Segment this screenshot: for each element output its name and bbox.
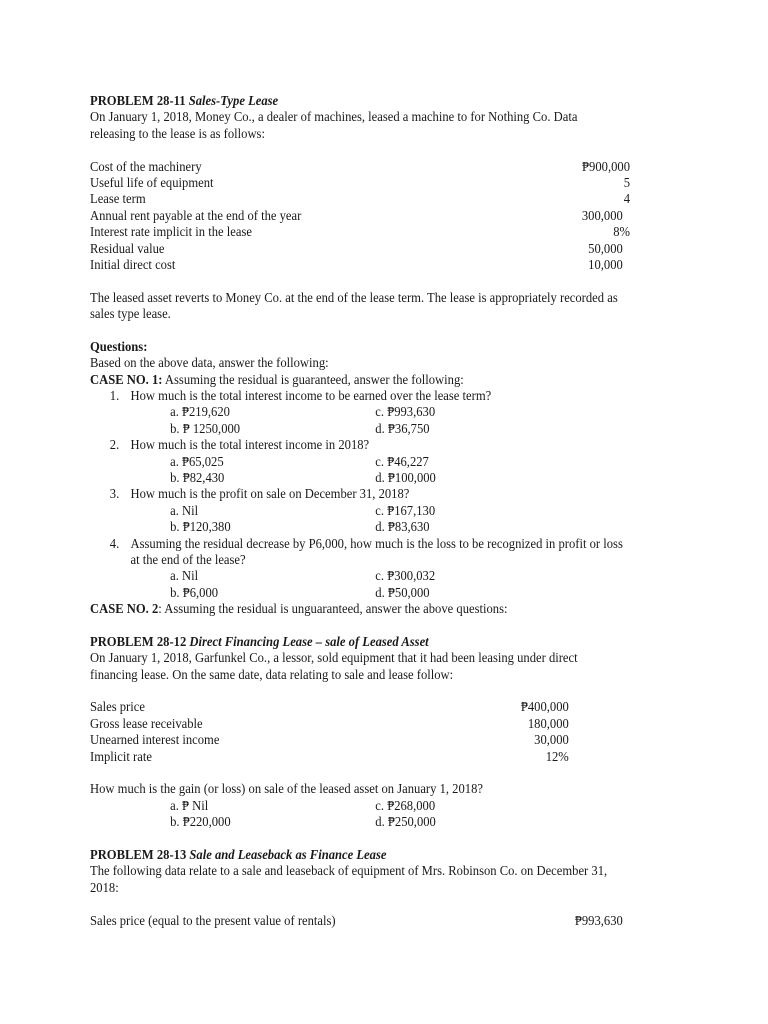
answer-options <box>90 799 612 815</box>
questions-intro: Based on the above data, answer the following: <box>90 356 329 372</box>
lease-data-table <box>90 159 630 275</box>
document-page <box>90 94 670 930</box>
option-c: c. ₱300,032 <box>375 569 436 585</box>
option-d: d. ₱50,000 <box>375 585 430 601</box>
question-item: 4. Assuming the residual decrease by P6,000, how much is the loss to be recognized in profit or loss <box>109 536 623 552</box>
option-d: d. ₱100,000 <box>375 470 436 486</box>
answer-options <box>90 569 612 585</box>
question-item: 1. How much is the total interest income to be earned over the lease term? <box>109 389 492 405</box>
problem-title: Direct Financing Lease – sale of Leased Asset <box>189 634 429 650</box>
data-row: Implicit rate 12% <box>90 749 569 765</box>
answer-options <box>90 405 612 421</box>
option-c: c. ₱993,630 <box>375 405 436 421</box>
option-c: c. ₱167,130 <box>375 503 436 519</box>
problem-number: PROBLEM 28-11 <box>90 94 186 109</box>
paragraph-line: financing lease. On the same date, data relating to sale and lease follow: <box>90 667 454 683</box>
option-d: d. ₱83,630 <box>375 520 430 536</box>
question-item: 3. How much is the profit on sale on December 31, 2018? <box>109 487 410 503</box>
paragraph-line: releasing to the lease is as follows: <box>90 126 265 142</box>
option-d: d. ₱250,000 <box>375 815 436 831</box>
data-row: Useful life of equipment 5 <box>90 175 630 191</box>
case-1-heading: CASE NO. 1: Assuming the residual is guaranteed, answer the following: <box>90 372 464 388</box>
answer-options <box>90 471 612 487</box>
paragraph-line: On January 1, 2018, Money Co., a dealer of machines, leased a machine to for Nothing Co. Data <box>90 110 578 126</box>
data-row: Initial direct cost 10,000 <box>90 257 623 273</box>
option-b: b. ₱ 1250,000 <box>170 421 241 437</box>
data-row: Sales price (equal to the present value of rentals) ₱993,630 <box>90 913 623 929</box>
question-item-continued: at the end of the lease? <box>130 552 246 568</box>
option-b: b. ₱82,430 <box>170 470 225 486</box>
option-a: a. ₱219,620 <box>170 405 230 421</box>
problem-number: PROBLEM 28-12 <box>90 634 187 650</box>
option-c: c. ₱268,000 <box>375 798 436 814</box>
paragraph-line: On January 1, 2018, Garfunkel Co., a lessor, sold equipment that it had been leasing under direct <box>90 651 578 667</box>
option-b: b. ₱120,380 <box>170 520 231 536</box>
questions-heading: Questions: <box>90 339 148 355</box>
option-d: d. ₱36,750 <box>375 421 430 437</box>
option-a: a. ₱ Nil <box>170 798 209 814</box>
sale-data-table <box>90 700 612 766</box>
question-text: How much is the gain (or loss) on sale of the leased asset on January 1, 2018? <box>90 782 483 798</box>
data-row: Residual value 50,000 <box>90 241 623 257</box>
paragraph-line: 2018: <box>90 880 119 896</box>
answer-options <box>90 455 612 471</box>
option-b: b. ₱6,000 <box>170 585 219 601</box>
data-row: Lease term 4 <box>90 192 630 208</box>
answer-options <box>90 520 612 536</box>
problem-28-13-heading <box>90 848 612 864</box>
option-a: a. ₱65,025 <box>170 454 224 470</box>
data-row: Interest rate implicit in the lease 8% <box>90 225 630 241</box>
data-row: Sales price ₱400,000 <box>90 700 569 716</box>
data-row: Annual rent payable at the end of the year 300,000 <box>90 208 623 224</box>
question-item: 2. How much is the total interest income in 2018? <box>109 438 370 454</box>
option-a: a. Nil <box>170 503 199 519</box>
data-row: Unearned interest income 30,000 <box>90 733 569 749</box>
option-c: c. ₱46,227 <box>375 454 429 470</box>
answer-options <box>90 586 612 602</box>
paragraph-line: The leased asset reverts to Money Co. at the end of the lease term. The lease is appropriately recorded as <box>90 290 618 306</box>
problem-number: PROBLEM 28-13 <box>90 847 187 863</box>
data-row: Cost of the machinery ₱900,000 <box>90 159 630 175</box>
paragraph-line: sales type lease. <box>90 307 171 323</box>
problem-28-12-heading <box>90 635 612 651</box>
problem-title: Sales-Type Lease <box>188 94 279 109</box>
problem-title: Sale and Leaseback as Finance Lease <box>189 847 387 863</box>
data-row: Gross lease receivable 180,000 <box>90 716 569 732</box>
option-a: a. Nil <box>170 569 199 585</box>
option-b: b. ₱220,000 <box>170 815 231 831</box>
case-2-heading: CASE NO. 2: Assuming the residual is unguaranteed, answer the above questions: <box>90 602 508 618</box>
leaseback-data-table <box>90 913 623 930</box>
answer-options <box>90 504 612 520</box>
paragraph-line: The following data relate to a sale and leaseback of equipment of Mrs. Robinson Co. on December 31, <box>90 864 608 880</box>
answer-options <box>90 422 612 438</box>
problem-28-11-heading <box>90 94 612 110</box>
answer-options <box>90 815 612 831</box>
